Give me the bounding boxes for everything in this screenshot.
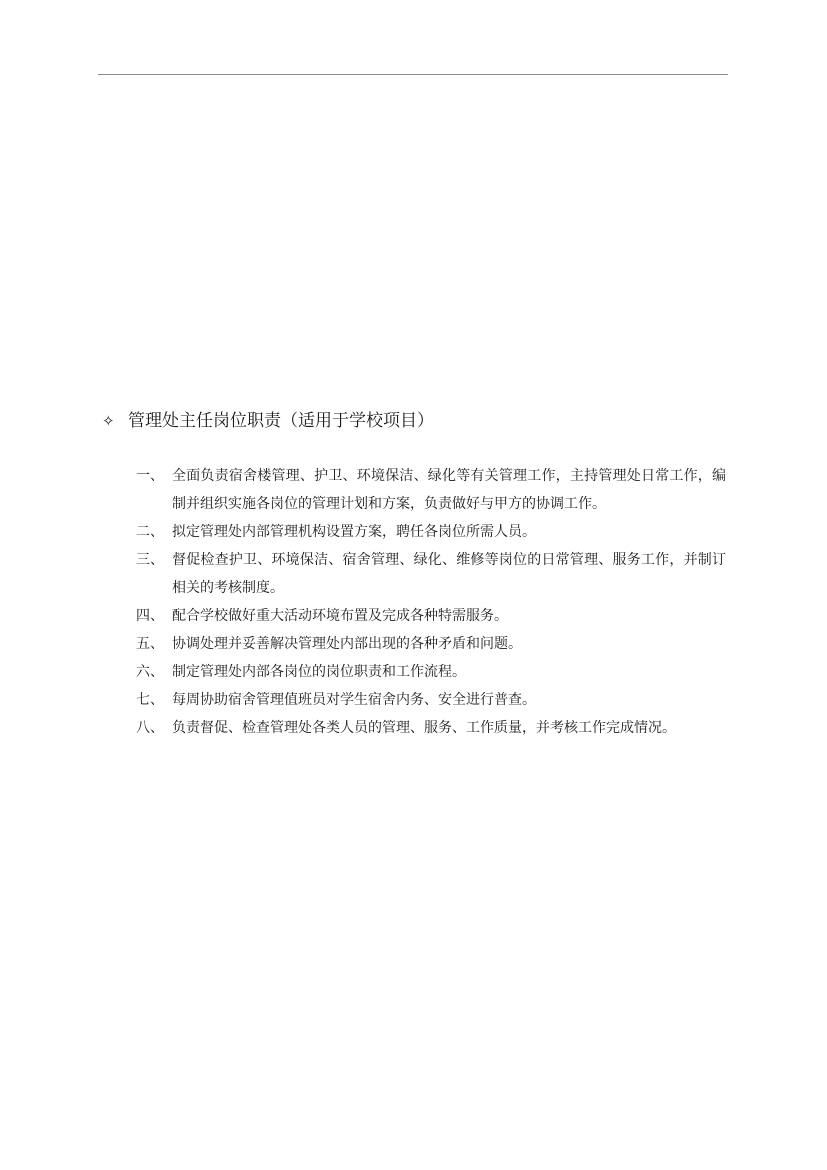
duty-item: [136, 546, 726, 602]
duty-text: 拟定管理处内部管理机构设置方案，聘任各岗位所需人员。: [172, 524, 536, 540]
duty-text: 每周协助宿舍管理值班员对学生宿舍内务、安全进行普查。: [172, 692, 536, 708]
diamond-star-bullet-icon: ✧: [102, 412, 115, 430]
duty-item: [136, 686, 726, 714]
duty-text: 全面负责宿舍楼管理、护卫、环境保洁、绿化等有关管理工作，主持管理处日常工作，编制并组织实施各岗位的管理计划和方案，负责做好与甲方的协调工作。: [172, 468, 726, 512]
duty-number: 五、: [136, 636, 164, 652]
page-title: 管理处主任岗位职责（适用于学校项目）: [128, 411, 434, 431]
duty-text: 制定管理处内部各岗位的岗位职责和工作流程。: [172, 664, 466, 680]
duty-text: 负责督促、检查管理处各类人员的管理、服务、工作质量，并考核工作完成情况。: [172, 720, 676, 736]
header-rule: [98, 74, 728, 75]
duty-text: 督促检查护卫、环境保洁、宿舍管理、绿化、维修等岗位的日常管理、服务工作，并制订相关的考核制度。: [172, 552, 726, 596]
duty-item: [136, 714, 726, 742]
duty-item: [136, 658, 726, 686]
duty-number: 四、: [136, 608, 164, 624]
duty-list: [136, 462, 726, 742]
duty-number: 一、: [136, 468, 164, 484]
duty-item: [136, 518, 726, 546]
section-title: [102, 408, 742, 434]
duty-number: 八、: [136, 720, 164, 736]
duty-item: [136, 602, 726, 630]
duty-number: 二、: [136, 524, 164, 540]
duty-number: 三、: [136, 552, 164, 568]
duty-text: 配合学校做好重大活动环境布置及完成各种特需服务。: [172, 608, 508, 624]
duty-item: [136, 630, 726, 658]
duty-text: 协调处理并妥善解决管理处内部出现的各种矛盾和问题。: [172, 636, 522, 652]
duty-item: [136, 462, 726, 518]
duty-number: 六、: [136, 664, 164, 680]
duty-number: 七、: [136, 692, 164, 708]
